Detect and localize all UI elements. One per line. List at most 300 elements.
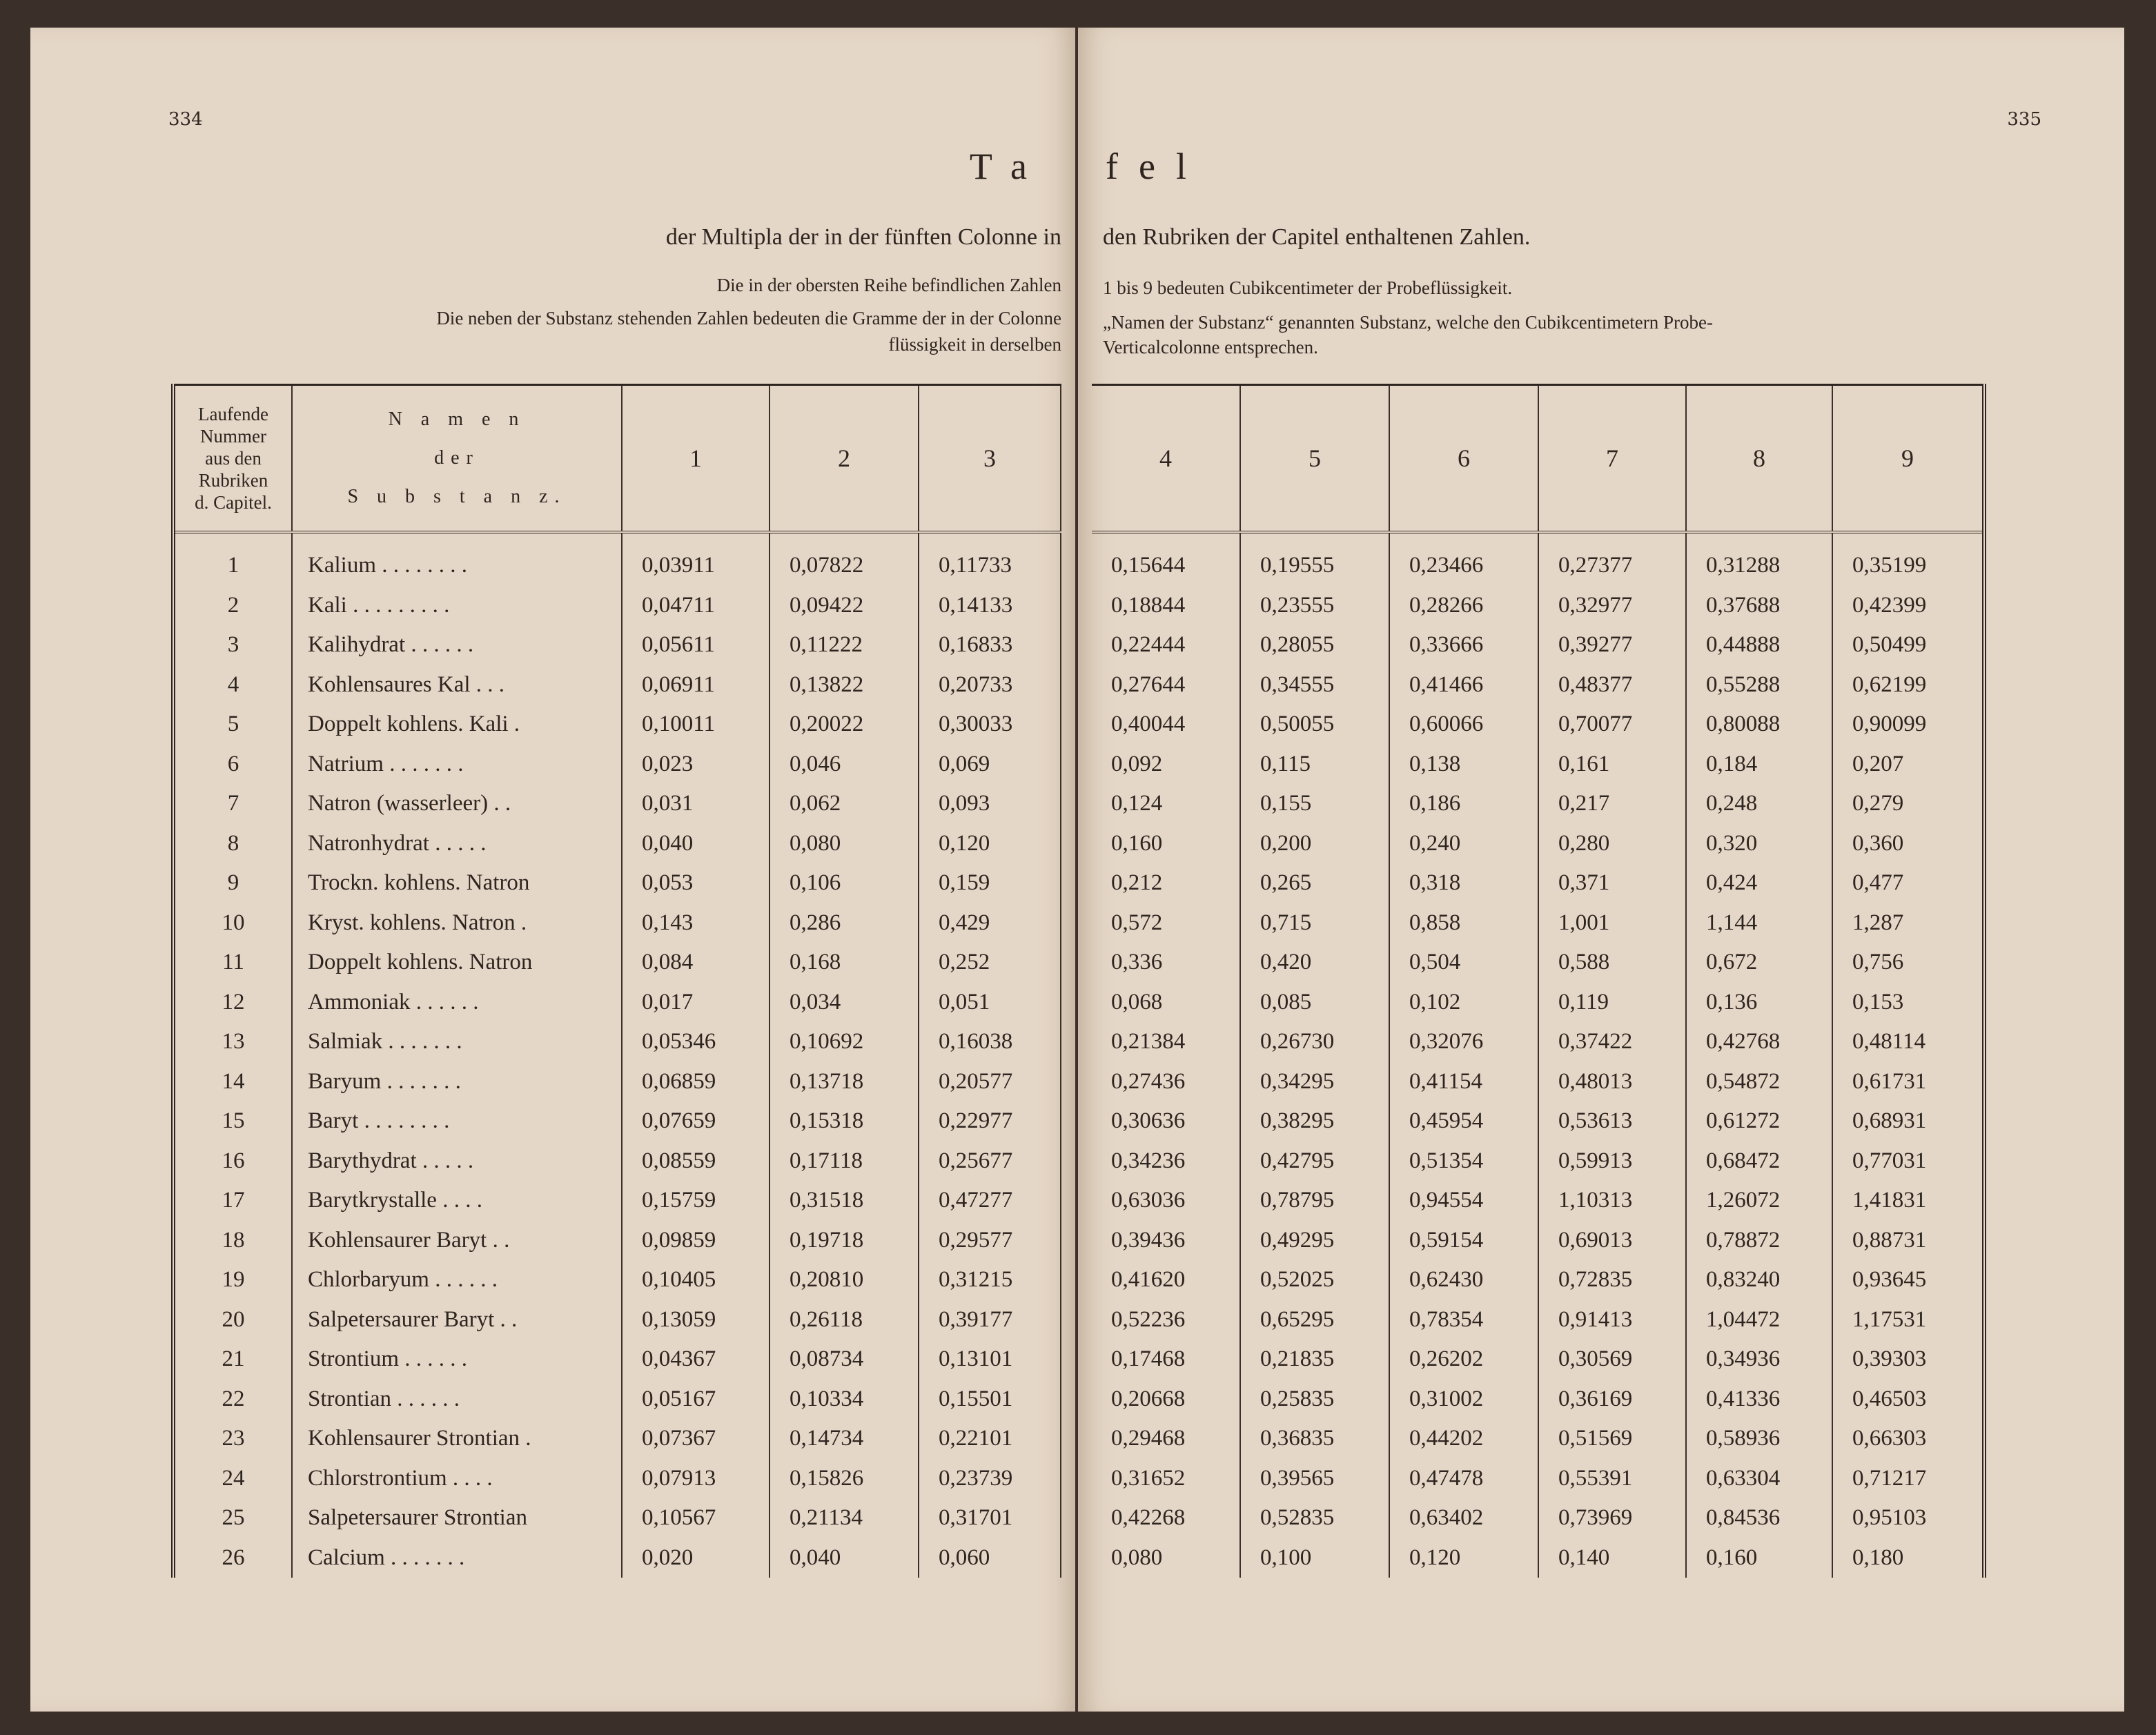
multiple-value-col-1: 0,06911 xyxy=(622,665,770,705)
row-number: 3 xyxy=(173,625,292,665)
description-line-right-1: 1 bis 9 bedeuten Cubikcentimeter der Probeflüssigkeit. xyxy=(1103,277,1513,298)
multiple-value-col-8: 1,26072 xyxy=(1686,1181,1832,1221)
multiple-value-col-6: 0,62430 xyxy=(1389,1260,1538,1300)
multiple-value-col-7: 0,32977 xyxy=(1538,586,1686,626)
table-row xyxy=(173,824,1061,864)
row-number: 1 xyxy=(173,532,292,586)
table-row xyxy=(1092,1260,1984,1300)
multiple-value-col-3: 0,22101 xyxy=(919,1419,1061,1459)
table-row xyxy=(173,1300,1061,1340)
multiple-value-col-2: 0,19718 xyxy=(770,1221,919,1261)
substance-name: Salpetersaurer Strontian xyxy=(292,1498,622,1538)
multiple-value-col-5: 0,19555 xyxy=(1240,532,1389,586)
multiple-value-col-7: 0,39277 xyxy=(1538,625,1686,665)
multiple-value-col-1: 0,03911 xyxy=(622,532,770,586)
multiple-value-col-1: 0,05346 xyxy=(622,1022,770,1062)
multiple-value-col-1: 0,07367 xyxy=(622,1419,770,1459)
multiple-value-col-4: 0,336 xyxy=(1092,943,1240,983)
multiple-value-col-2: 0,10692 xyxy=(770,1022,919,1062)
table-row xyxy=(173,1459,1061,1499)
multiple-value-col-3: 0,39177 xyxy=(919,1300,1061,1340)
description-line-left-3: flüssigkeit in derselben xyxy=(888,334,1061,355)
header-name-line: der xyxy=(434,447,480,469)
multiple-value-col-8: 0,42768 xyxy=(1686,1022,1832,1062)
multiple-value-col-1: 0,05611 xyxy=(622,625,770,665)
multiple-value-col-5: 0,420 xyxy=(1240,943,1389,983)
multiple-value-col-8: 0,34936 xyxy=(1686,1340,1832,1380)
multiple-value-col-2: 0,26118 xyxy=(770,1300,919,1340)
multiple-value-col-8: 0,248 xyxy=(1686,784,1832,824)
multiple-value-col-2: 0,13822 xyxy=(770,665,919,705)
multiples-table-right xyxy=(1092,384,1986,1578)
multiple-value-col-5: 0,36835 xyxy=(1240,1419,1389,1459)
multiple-value-col-8: 1,144 xyxy=(1686,903,1832,943)
substance-name: Natronhydrat . . . . . xyxy=(292,824,622,864)
multiple-value-col-8: 0,54872 xyxy=(1686,1062,1832,1102)
multiple-value-col-4: 0,41620 xyxy=(1092,1260,1240,1300)
multiple-value-col-3: 0,16833 xyxy=(919,625,1061,665)
multiple-value-col-1: 0,06859 xyxy=(622,1062,770,1102)
row-number: 20 xyxy=(173,1300,292,1340)
multiple-value-col-9: 0,35199 xyxy=(1832,532,1984,586)
multiple-value-col-8: 0,31288 xyxy=(1686,532,1832,586)
table-row xyxy=(1092,1459,1984,1499)
multiple-value-col-5: 0,52835 xyxy=(1240,1498,1389,1538)
table-row xyxy=(1092,1101,1984,1141)
multiple-value-col-4: 0,572 xyxy=(1092,903,1240,943)
multiple-value-col-6: 0,60066 xyxy=(1389,705,1538,745)
left-page xyxy=(30,28,1075,1712)
multiple-value-col-9: 0,360 xyxy=(1832,824,1984,864)
substance-name: Kohlensaurer Baryt . . xyxy=(292,1221,622,1261)
table-row xyxy=(173,625,1061,665)
row-number: 18 xyxy=(173,1221,292,1261)
multiple-value-col-4: 0,17468 xyxy=(1092,1340,1240,1380)
page-number: 335 xyxy=(2007,109,2041,130)
table-row xyxy=(173,1181,1061,1221)
substance-name: Baryt . . . . . . . . xyxy=(292,1101,622,1141)
multiple-value-col-9: 0,477 xyxy=(1832,863,1984,903)
header-name-line: N a m e n xyxy=(388,409,526,430)
multiple-value-col-9: 0,95103 xyxy=(1832,1498,1984,1538)
multiple-value-col-4: 0,39436 xyxy=(1092,1221,1240,1261)
multiple-value-col-3: 0,29577 xyxy=(919,1221,1061,1261)
table-row xyxy=(1092,863,1984,903)
multiple-value-col-5: 0,265 xyxy=(1240,863,1389,903)
multiple-value-col-4: 0,63036 xyxy=(1092,1181,1240,1221)
table-row xyxy=(1092,1300,1984,1340)
title-right: fel xyxy=(1106,146,1207,187)
header-col-5: 5 xyxy=(1240,385,1389,533)
substance-name: Kalium . . . . . . . . xyxy=(292,532,622,586)
table-row xyxy=(173,1498,1061,1538)
multiple-value-col-2: 0,080 xyxy=(770,824,919,864)
multiple-value-col-6: 0,45954 xyxy=(1389,1101,1538,1141)
multiple-value-col-5: 0,715 xyxy=(1240,903,1389,943)
multiple-value-col-9: 1,41831 xyxy=(1832,1181,1984,1221)
multiple-value-col-5: 0,155 xyxy=(1240,784,1389,824)
table-row xyxy=(1092,1062,1984,1102)
multiple-value-col-2: 0,040 xyxy=(770,1538,919,1578)
multiple-value-col-5: 0,100 xyxy=(1240,1538,1389,1578)
multiple-value-col-4: 0,15644 xyxy=(1092,532,1240,586)
row-number: 12 xyxy=(173,983,292,1023)
substance-name: Kohlensaures Kal . . . xyxy=(292,665,622,705)
multiple-value-col-8: 0,44888 xyxy=(1686,625,1832,665)
multiple-value-col-9: 0,68931 xyxy=(1832,1101,1984,1141)
substance-name: Chlorstrontium . . . . xyxy=(292,1459,622,1499)
multiple-value-col-5: 0,39565 xyxy=(1240,1459,1389,1499)
multiple-value-col-4: 0,31652 xyxy=(1092,1459,1240,1499)
table-row xyxy=(173,863,1061,903)
multiple-value-col-2: 0,106 xyxy=(770,863,919,903)
multiple-value-col-5: 0,085 xyxy=(1240,983,1389,1023)
multiple-value-col-7: 0,70077 xyxy=(1538,705,1686,745)
substance-name: Natrium . . . . . . . xyxy=(292,745,622,785)
table-row xyxy=(173,784,1061,824)
multiple-value-col-1: 0,020 xyxy=(622,1538,770,1578)
multiple-value-col-5: 0,23555 xyxy=(1240,586,1389,626)
header-number-line: Nummer xyxy=(200,426,266,447)
multiple-value-col-1: 0,13059 xyxy=(622,1300,770,1340)
multiple-value-col-8: 0,424 xyxy=(1686,863,1832,903)
multiple-value-col-4: 0,34236 xyxy=(1092,1141,1240,1182)
header-number-line: Laufende xyxy=(198,404,268,424)
table-row xyxy=(1092,705,1984,745)
multiple-value-col-8: 0,184 xyxy=(1686,745,1832,785)
multiple-value-col-8: 0,80088 xyxy=(1686,705,1832,745)
multiple-value-col-3: 0,25677 xyxy=(919,1141,1061,1182)
multiple-value-col-5: 0,34295 xyxy=(1240,1062,1389,1102)
multiple-value-col-6: 0,504 xyxy=(1389,943,1538,983)
multiple-value-col-3: 0,051 xyxy=(919,983,1061,1023)
subtitle-right: den Rubriken der Capitel enthaltenen Zahlen. xyxy=(1103,224,1531,250)
row-number: 8 xyxy=(173,824,292,864)
table-row xyxy=(173,903,1061,943)
multiple-value-col-8: 0,83240 xyxy=(1686,1260,1832,1300)
multiple-value-col-8: 0,68472 xyxy=(1686,1141,1832,1182)
multiple-value-col-7: 0,280 xyxy=(1538,824,1686,864)
multiple-value-col-3: 0,13101 xyxy=(919,1340,1061,1380)
substance-name: Doppelt kohlens. Natron xyxy=(292,943,622,983)
multiple-value-col-1: 0,017 xyxy=(622,983,770,1023)
substance-name: Strontium . . . . . . xyxy=(292,1340,622,1380)
description-line-left-2: Die neben der Substanz stehenden Zahlen bedeuten die Gramme der in der Colonne xyxy=(436,308,1061,329)
multiple-value-col-1: 0,08559 xyxy=(622,1141,770,1182)
multiple-value-col-8: 0,58936 xyxy=(1686,1419,1832,1459)
header-number-line: Rubriken xyxy=(198,470,268,491)
row-number: 25 xyxy=(173,1498,292,1538)
multiple-value-col-2: 0,31518 xyxy=(770,1181,919,1221)
table-row xyxy=(1092,1141,1984,1182)
multiple-value-col-2: 0,20810 xyxy=(770,1260,919,1300)
row-number: 23 xyxy=(173,1419,292,1459)
substance-name: Strontian . . . . . . xyxy=(292,1380,622,1420)
multiple-value-col-6: 0,26202 xyxy=(1389,1340,1538,1380)
multiple-value-col-6: 0,47478 xyxy=(1389,1459,1538,1499)
header-col-1: 1 xyxy=(622,385,770,533)
table-row xyxy=(173,705,1061,745)
table-row xyxy=(173,1419,1061,1459)
multiple-value-col-3: 0,252 xyxy=(919,943,1061,983)
multiple-value-col-7: 0,53613 xyxy=(1538,1101,1686,1141)
row-number: 17 xyxy=(173,1181,292,1221)
multiple-value-col-7: 0,27377 xyxy=(1538,532,1686,586)
table-row xyxy=(1092,665,1984,705)
row-number: 22 xyxy=(173,1380,292,1420)
multiple-value-col-3: 0,20577 xyxy=(919,1062,1061,1102)
table-row xyxy=(1092,1498,1984,1538)
multiple-value-col-1: 0,084 xyxy=(622,943,770,983)
multiple-value-col-6: 0,63402 xyxy=(1389,1498,1538,1538)
multiple-value-col-7: 0,51569 xyxy=(1538,1419,1686,1459)
table-row xyxy=(173,1221,1061,1261)
multiple-value-col-3: 0,159 xyxy=(919,863,1061,903)
multiple-value-col-2: 0,10334 xyxy=(770,1380,919,1420)
multiple-value-col-3: 0,47277 xyxy=(919,1181,1061,1221)
multiple-value-col-3: 0,31215 xyxy=(919,1260,1061,1300)
multiple-value-col-9: 0,50499 xyxy=(1832,625,1984,665)
description-line-right-2: „Namen der Substanz“ genannten Substanz, welche den Cubikcentimetern Probe- xyxy=(1103,312,1713,333)
table-row xyxy=(173,665,1061,705)
table-row xyxy=(1092,903,1984,943)
multiple-value-col-6: 0,186 xyxy=(1389,784,1538,824)
multiple-value-col-9: 0,46503 xyxy=(1832,1380,1984,1420)
row-number: 24 xyxy=(173,1459,292,1499)
multiple-value-col-9: 0,207 xyxy=(1832,745,1984,785)
multiple-value-col-9: 0,77031 xyxy=(1832,1141,1984,1182)
multiple-value-col-9: 1,287 xyxy=(1832,903,1984,943)
multiple-value-col-4: 0,22444 xyxy=(1092,625,1240,665)
multiple-value-col-9: 0,48114 xyxy=(1832,1022,1984,1062)
multiple-value-col-8: 0,63304 xyxy=(1686,1459,1832,1499)
multiple-value-col-5: 0,115 xyxy=(1240,745,1389,785)
multiple-value-col-2: 0,15826 xyxy=(770,1459,919,1499)
multiple-value-col-9: 0,42399 xyxy=(1832,586,1984,626)
table-row xyxy=(1092,745,1984,785)
multiple-value-col-8: 0,61272 xyxy=(1686,1101,1832,1141)
multiple-value-col-6: 0,28266 xyxy=(1389,586,1538,626)
multiple-value-col-7: 0,55391 xyxy=(1538,1459,1686,1499)
multiple-value-col-8: 0,37688 xyxy=(1686,586,1832,626)
row-number: 2 xyxy=(173,586,292,626)
multiple-value-col-1: 0,07659 xyxy=(622,1101,770,1141)
multiple-value-col-9: 0,39303 xyxy=(1832,1340,1984,1380)
multiple-value-col-4: 0,27436 xyxy=(1092,1062,1240,1102)
row-number: 15 xyxy=(173,1101,292,1141)
multiple-value-col-2: 0,13718 xyxy=(770,1062,919,1102)
multiple-value-col-2: 0,20022 xyxy=(770,705,919,745)
multiple-value-col-4: 0,42268 xyxy=(1092,1498,1240,1538)
multiple-value-col-6: 0,138 xyxy=(1389,745,1538,785)
table-row xyxy=(1092,1419,1984,1459)
substance-name: Salpetersaurer Baryt . . xyxy=(292,1300,622,1340)
table-row xyxy=(1092,1340,1984,1380)
title-left: Ta xyxy=(969,146,1048,187)
table-row xyxy=(1092,943,1984,983)
multiple-value-col-3: 0,15501 xyxy=(919,1380,1061,1420)
header-number-line: aus den xyxy=(205,448,262,469)
multiple-value-col-5: 0,200 xyxy=(1240,824,1389,864)
multiple-value-col-3: 0,23739 xyxy=(919,1459,1061,1499)
multiple-value-col-2: 0,08734 xyxy=(770,1340,919,1380)
header-number-line: d. Capitel. xyxy=(195,492,272,513)
multiple-value-col-1: 0,04711 xyxy=(622,586,770,626)
multiple-value-col-5: 0,52025 xyxy=(1240,1260,1389,1300)
multiple-value-col-9: 0,90099 xyxy=(1832,705,1984,745)
header-col-2: 2 xyxy=(770,385,919,533)
multiple-value-col-4: 0,29468 xyxy=(1092,1419,1240,1459)
multiple-value-col-1: 0,10567 xyxy=(622,1498,770,1538)
multiple-value-col-1: 0,053 xyxy=(622,863,770,903)
multiple-value-col-5: 0,26730 xyxy=(1240,1022,1389,1062)
multiple-value-col-4: 0,080 xyxy=(1092,1538,1240,1578)
table-row xyxy=(173,1380,1061,1420)
multiple-value-col-1: 0,05167 xyxy=(622,1380,770,1420)
multiple-value-col-5: 0,42795 xyxy=(1240,1141,1389,1182)
multiple-value-col-6: 0,33666 xyxy=(1389,625,1538,665)
multiple-value-col-6: 0,51354 xyxy=(1389,1141,1538,1182)
table-row xyxy=(1092,1181,1984,1221)
header-name xyxy=(292,385,622,533)
multiple-value-col-3: 0,30033 xyxy=(919,705,1061,745)
table-row xyxy=(173,745,1061,785)
multiple-value-col-9: 0,180 xyxy=(1832,1538,1984,1578)
multiple-value-col-9: 0,279 xyxy=(1832,784,1984,824)
multiple-value-col-3: 0,20733 xyxy=(919,665,1061,705)
multiple-value-col-6: 0,32076 xyxy=(1389,1022,1538,1062)
substance-name: Kalihydrat . . . . . . xyxy=(292,625,622,665)
table-row xyxy=(1092,983,1984,1023)
row-number: 7 xyxy=(173,784,292,824)
multiple-value-col-2: 0,07822 xyxy=(770,532,919,586)
multiple-value-col-6: 0,94554 xyxy=(1389,1181,1538,1221)
multiple-value-col-3: 0,14133 xyxy=(919,586,1061,626)
multiple-value-col-4: 0,124 xyxy=(1092,784,1240,824)
multiple-value-col-1: 0,07913 xyxy=(622,1459,770,1499)
multiple-value-col-6: 0,41466 xyxy=(1389,665,1538,705)
table-row xyxy=(1092,586,1984,626)
multiple-value-col-5: 0,49295 xyxy=(1240,1221,1389,1261)
right-page xyxy=(1078,28,2124,1712)
multiple-value-col-7: 1,10313 xyxy=(1538,1181,1686,1221)
table-row xyxy=(173,1538,1061,1578)
table-row xyxy=(1092,1221,1984,1261)
table-row xyxy=(1092,532,1984,586)
multiple-value-col-9: 0,62199 xyxy=(1832,665,1984,705)
row-number: 5 xyxy=(173,705,292,745)
multiple-value-col-2: 0,17118 xyxy=(770,1141,919,1182)
substance-name: Kali . . . . . . . . . xyxy=(292,586,622,626)
multiple-value-col-3: 0,22977 xyxy=(919,1101,1061,1141)
multiple-value-col-7: 0,48377 xyxy=(1538,665,1686,705)
table-row xyxy=(173,1022,1061,1062)
substance-name: Doppelt kohlens. Kali . xyxy=(292,705,622,745)
table-row xyxy=(173,532,1061,586)
multiple-value-col-3: 0,120 xyxy=(919,824,1061,864)
multiple-value-col-3: 0,16038 xyxy=(919,1022,1061,1062)
row-number: 21 xyxy=(173,1340,292,1380)
substance-name: Chlorbaryum . . . . . . xyxy=(292,1260,622,1300)
multiple-value-col-3: 0,060 xyxy=(919,1538,1061,1578)
multiple-value-col-4: 0,092 xyxy=(1092,745,1240,785)
row-number: 16 xyxy=(173,1141,292,1182)
multiple-value-col-3: 0,093 xyxy=(919,784,1061,824)
table-row xyxy=(1092,1380,1984,1420)
multiple-value-col-9: 0,71217 xyxy=(1832,1459,1984,1499)
page-number: 334 xyxy=(168,109,203,130)
table-row xyxy=(1092,1022,1984,1062)
table-row xyxy=(1092,1538,1984,1578)
multiple-value-col-8: 0,78872 xyxy=(1686,1221,1832,1261)
multiple-value-col-3: 0,069 xyxy=(919,745,1061,785)
multiple-value-col-8: 0,136 xyxy=(1686,983,1832,1023)
row-number: 4 xyxy=(173,665,292,705)
multiple-value-col-5: 0,50055 xyxy=(1240,705,1389,745)
multiple-value-col-4: 0,212 xyxy=(1092,863,1240,903)
multiple-value-col-2: 0,046 xyxy=(770,745,919,785)
multiple-value-col-8: 0,84536 xyxy=(1686,1498,1832,1538)
multiple-value-col-9: 0,88731 xyxy=(1832,1221,1984,1261)
row-number: 9 xyxy=(173,863,292,903)
multiple-value-col-4: 0,20668 xyxy=(1092,1380,1240,1420)
row-number: 14 xyxy=(173,1062,292,1102)
multiple-value-col-9: 0,93645 xyxy=(1832,1260,1984,1300)
multiple-value-col-7: 0,91413 xyxy=(1538,1300,1686,1340)
multiple-value-col-6: 0,41154 xyxy=(1389,1062,1538,1102)
row-number: 26 xyxy=(173,1538,292,1578)
multiple-value-col-3: 0,11733 xyxy=(919,532,1061,586)
header-col-9: 9 xyxy=(1832,385,1984,533)
substance-name: Kryst. kohlens. Natron . xyxy=(292,903,622,943)
row-number: 11 xyxy=(173,943,292,983)
multiple-value-col-7: 0,119 xyxy=(1538,983,1686,1023)
multiple-value-col-1: 0,10011 xyxy=(622,705,770,745)
header-col-6: 6 xyxy=(1389,385,1538,533)
multiple-value-col-1: 0,040 xyxy=(622,824,770,864)
multiple-value-col-4: 0,40044 xyxy=(1092,705,1240,745)
multiple-value-col-4: 0,21384 xyxy=(1092,1022,1240,1062)
table-row xyxy=(173,586,1061,626)
multiple-value-col-8: 0,672 xyxy=(1686,943,1832,983)
multiple-value-col-7: 0,371 xyxy=(1538,863,1686,903)
substance-name: Barytkrystalle . . . . xyxy=(292,1181,622,1221)
substance-name: Baryum . . . . . . . xyxy=(292,1062,622,1102)
multiple-value-col-2: 0,14734 xyxy=(770,1419,919,1459)
multiple-value-col-8: 0,320 xyxy=(1686,824,1832,864)
multiple-value-col-7: 0,69013 xyxy=(1538,1221,1686,1261)
multiple-value-col-7: 0,30569 xyxy=(1538,1340,1686,1380)
description-line-left-1: Die in der obersten Reihe befindlichen Zahlen xyxy=(716,275,1061,295)
multiple-value-col-2: 0,062 xyxy=(770,784,919,824)
multiple-value-col-6: 0,59154 xyxy=(1389,1221,1538,1261)
header-col-3: 3 xyxy=(919,385,1061,533)
table-row xyxy=(173,1062,1061,1102)
multiple-value-col-2: 0,286 xyxy=(770,903,919,943)
multiple-value-col-6: 0,102 xyxy=(1389,983,1538,1023)
multiple-value-col-2: 0,168 xyxy=(770,943,919,983)
multiple-value-col-5: 0,21835 xyxy=(1240,1340,1389,1380)
multiple-value-col-7: 0,140 xyxy=(1538,1538,1686,1578)
multiple-value-col-5: 0,65295 xyxy=(1240,1300,1389,1340)
table-row xyxy=(173,1260,1061,1300)
multiple-value-col-9: 0,61731 xyxy=(1832,1062,1984,1102)
multiple-value-col-8: 0,55288 xyxy=(1686,665,1832,705)
multiple-value-col-2: 0,11222 xyxy=(770,625,919,665)
substance-name: Calcium . . . . . . . xyxy=(292,1538,622,1578)
table-row xyxy=(173,943,1061,983)
row-number: 10 xyxy=(173,903,292,943)
